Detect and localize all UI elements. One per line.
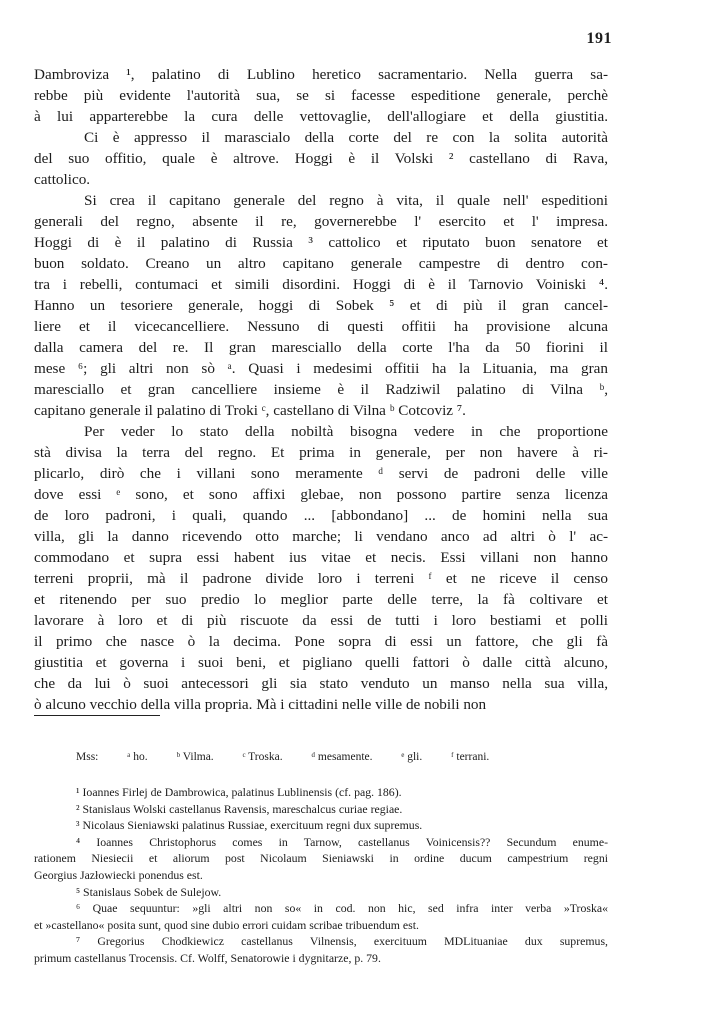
page-number: 191 — [586, 30, 612, 47]
text-line: et ritenendo per suo predio lo meglior parte delle terre, la fà coltivare et — [34, 591, 608, 608]
text-line: à lui apparterebbe la cura delle vettovaglie, dell'allogiare et della giustitia. — [34, 108, 608, 125]
text-line: commodano et supra essi habent ius vitae et necis. Essi villani non hanno — [34, 549, 608, 566]
text-line: lavorare à loro et di più riscuote da essi de tutti i loro bestiami et polli — [34, 612, 608, 629]
manuscript-variants — [76, 751, 596, 763]
text-line: de loro padroni, i quali, quando ... [abbondano] ... de homini nella sua — [34, 507, 608, 524]
footnote-line: ⁵ Stanislaus Sobek de Sulejow. — [76, 884, 222, 899]
text-line: tra i rebelli, contumaci et simili disordini. Hoggi di è il Tarnovio Voiniski ⁴. — [34, 276, 608, 293]
mss-variant: ᵈ mesamente. — [311, 751, 373, 763]
text-line: Hanno un tesoriere generale, hoggi di Sobek ⁵ et di più il gran cancel- — [34, 297, 608, 314]
mss-variant: ᶜ Troska. — [242, 751, 283, 763]
text-line: Si crea il capitano generale del regno à vita, il quale nell' espeditioni — [84, 192, 608, 209]
mss-variant: ᵉ gli. — [401, 751, 423, 763]
mss-variant: ᶠ terrani. — [451, 751, 490, 763]
footnote-line: primum castellanus Trocensis. Cf. Wolff, Senatorowie i dygnitarze, p. 79. — [34, 950, 381, 965]
text-line: capitano generale il palatino di Troki ᶜ, castellano di Vilna ᵇ Cotcoviz ⁷. — [34, 402, 466, 419]
footnote-line: Georgius Jazłowiecki ponendus est. — [34, 867, 203, 882]
body-text — [34, 64, 608, 715]
footnote-line: ⁴ Ioannes Christophorus comes in Tarnow, castellanus Voinicensis?? Secundum enume- — [76, 834, 608, 849]
footnote-line: ² Stanislaus Wolski castellanus Ravensis, mareschalcus curiae regiae. — [76, 801, 403, 816]
footnote-line: ⁶ Quae sequuntur: »gli altri non so« in cod. non hic, sed infra inter verba »Troska« — [76, 901, 608, 916]
footnote-divider — [34, 715, 160, 716]
footnotes — [34, 784, 608, 967]
text-line: terreni proprii, mà il padrone divide loro i terreni ᶠ et ne riceve il censo — [34, 570, 608, 587]
text-line: stà divisa la terra del regno. Et prima in generale, per non havere à ri- — [34, 444, 608, 461]
footnote-line: et »castellano« posita sunt, quod sine dubio errori cuidam scribae tribuendum est. — [34, 917, 419, 932]
footnote-line: ¹ Ioannes Firlej de Dambrowica, palatinus Lublinensis (cf. pag. 186). — [76, 785, 402, 799]
text-line: rebbe più evidente l'autorità sua, se si facesse espeditione generale, perchè — [34, 87, 608, 104]
text-line: buon soldato. Creano un altro capitano generale campestre di dentro con- — [34, 255, 608, 272]
text-line: maresciallo et gran cancelliere insieme è il Radziwil palatino di Vilna ᵇ, — [34, 381, 608, 398]
mss-label: Mss: — [76, 751, 99, 763]
footnote-line: ⁷ Gregorius Chodkiewicz castellanus Vilnensis, exercituum MDLituaniae dux supremus, — [76, 934, 608, 949]
text-line: cattolico. — [34, 171, 91, 188]
text-line: Ci è appresso il marascialo della corte del re con la solita autorità — [84, 129, 608, 146]
text-line: dove essi ᵉ sono, et sono affixi glebae, non possono partire senza licenza — [34, 486, 608, 503]
mss-variant: ᵇ Vilma. — [176, 751, 214, 763]
footnote-line: ³ Nicolaus Sieniawski palatinus Russiae, exercituum regni dux supremus. — [76, 818, 423, 833]
text-line: liere et il vicecancelliere. Nessuno di questi offitii ha provisione alcuna — [34, 318, 608, 335]
text-line: giustitia et governa i suoi beni, et pigliano quelli fattori ò dalle città alcuno, — [34, 654, 608, 671]
text-line: plicarlo, dirò che i villani sono meramente ᵈ servi de padroni delle ville — [34, 465, 608, 482]
text-line: che da lui ò suoi antecessori gli sia stato venduto un manso nella sua villa, — [34, 675, 608, 692]
text-line: del suo offitio, quale è altrove. Hoggi è il Volski ² castellano di Rava, — [34, 150, 608, 167]
text-line: mese ⁶; gli altri non sò ᵃ. Quasi i medesimi offitii ha la Lituania, ma gran — [34, 360, 608, 377]
footnote-line: rationem Niesiecii et aliorum post Nicolaum Sieniawski in ordine ducum campestrium regni — [34, 851, 608, 866]
text-line: ò alcuno vecchio della villa propria. Mà i cittadini nelle ville de nobili non — [34, 696, 487, 713]
text-line: Per veder lo stato della nobiltà bisogna vedere in che proportione — [84, 423, 608, 440]
text-line: villa, gli la danno ricevendo otto marche; li vendano anco ad altri ò l' ac- — [34, 528, 608, 545]
text-line: dalla camera del re. Il gran maresciallo della corte l'ha da 50 fiorini il — [34, 339, 608, 356]
mss-variant: ᵃ ho. — [127, 751, 148, 763]
text-line: il primo che nasce ò la decima. Pone sopra di essi un fattore, che gli fà — [34, 633, 608, 650]
text-line: Dambroviza ¹, palatino di Lublino heretico sacramentario. Nella guerra sa- — [34, 66, 608, 83]
text-line: Hoggi di è il palatino di Russia ³ cattolico et riputato buon senatore et — [34, 234, 608, 251]
text-line: generali del regno, absente il re, governerebbe l' esercito et l' impresa. — [34, 213, 608, 230]
